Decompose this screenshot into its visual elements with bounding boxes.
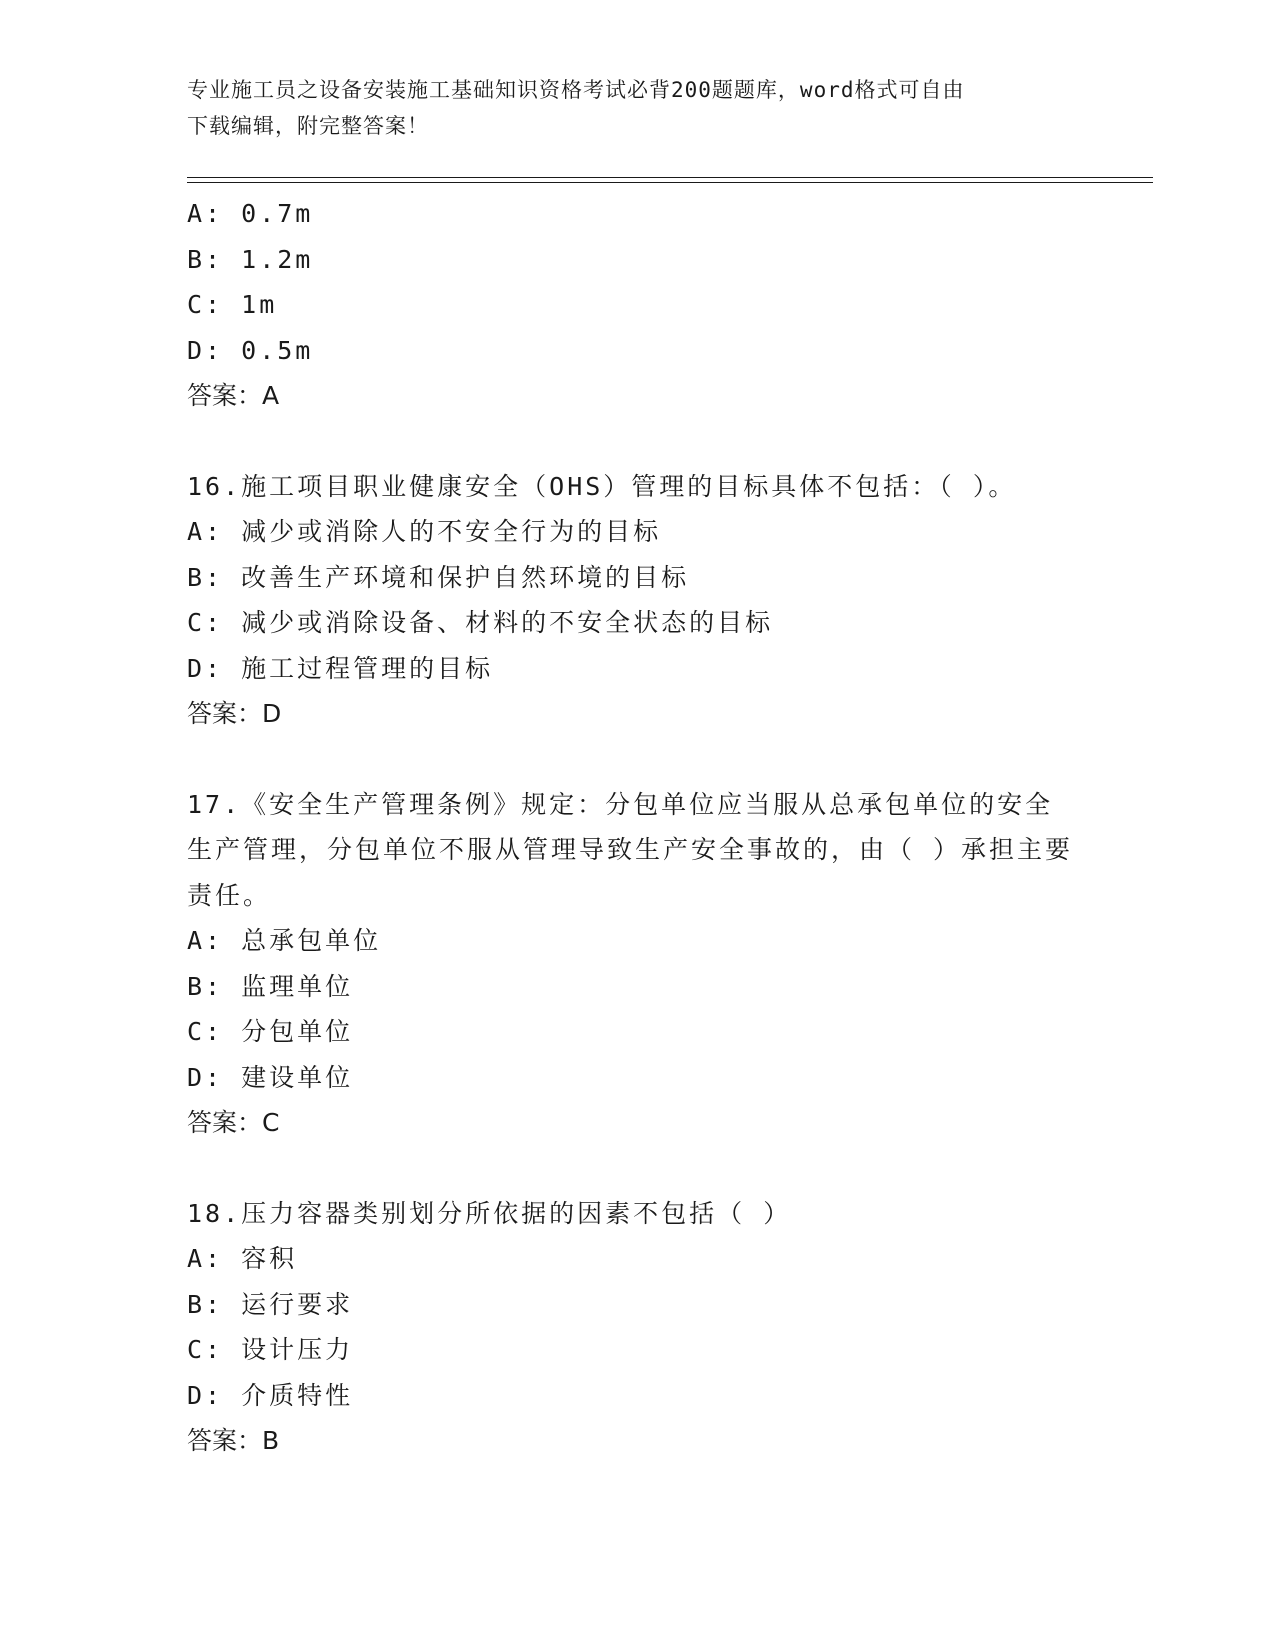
option-d: D: 介质特性 xyxy=(187,1380,354,1410)
option-c: C: 1m xyxy=(187,290,278,319)
option-d: D: 0.5m xyxy=(187,335,314,365)
option-b: B: 监理单位 xyxy=(187,971,354,1001)
option-b: B: 运行要求 xyxy=(187,1289,354,1319)
option-d: D: 建设单位 xyxy=(187,1062,354,1092)
question-text: 16.施工项目职业健康安全（OHS）管理的目标具体不包括：（ ）。 xyxy=(187,471,1017,501)
option-b: B: 1.2m xyxy=(187,244,314,274)
option-a: A: 容积 xyxy=(187,1244,298,1273)
question-18 xyxy=(187,1191,1087,1464)
option-c: C: 分包单位 xyxy=(187,1017,354,1046)
question-text: 17.《安全生产管理条例》规定：分包单位应当服从总承包单位的安全生产管理，分包单位不服从管理导致生产安全事故的，由（ ）承担主要责任。 xyxy=(187,789,1074,910)
question-list xyxy=(187,191,1087,1464)
answer-line: 答案：C xyxy=(187,1108,280,1137)
question-text: 18.压力容器类别划分所依据的因素不包括（ ） xyxy=(187,1198,792,1228)
header-divider-top xyxy=(187,177,1153,178)
question-17 xyxy=(187,782,1087,1146)
option-d: D: 施工过程管理的目标 xyxy=(187,653,494,683)
option-b: B: 改善生产环境和保护自然环境的目标 xyxy=(187,562,690,592)
question-spacer xyxy=(187,737,1087,782)
option-a: A: 总承包单位 xyxy=(187,926,382,955)
document-header xyxy=(187,72,1067,144)
question-16 xyxy=(187,464,1087,737)
option-a: A: 0.7m xyxy=(187,199,314,228)
header-divider-bottom xyxy=(187,182,1153,183)
option-a: A: 减少或消除人的不安全行为的目标 xyxy=(187,517,662,546)
option-c: C: 设计压力 xyxy=(187,1335,354,1364)
question-15 xyxy=(187,191,1087,419)
option-c: C: 减少或消除设备、材料的不安全状态的目标 xyxy=(187,608,774,637)
answer-line: 答案：D xyxy=(187,699,282,728)
header-line-2: 下载编辑，附完整答案！ xyxy=(187,114,429,138)
question-spacer xyxy=(187,1146,1087,1191)
answer-line: 答案：B xyxy=(187,1426,280,1455)
answer-line: 答案：A xyxy=(187,381,280,410)
header-line-1: 专业施工员之设备安装施工基础知识资格考试必背200题题库，word格式可自由 xyxy=(187,78,965,102)
question-spacer xyxy=(187,419,1087,464)
